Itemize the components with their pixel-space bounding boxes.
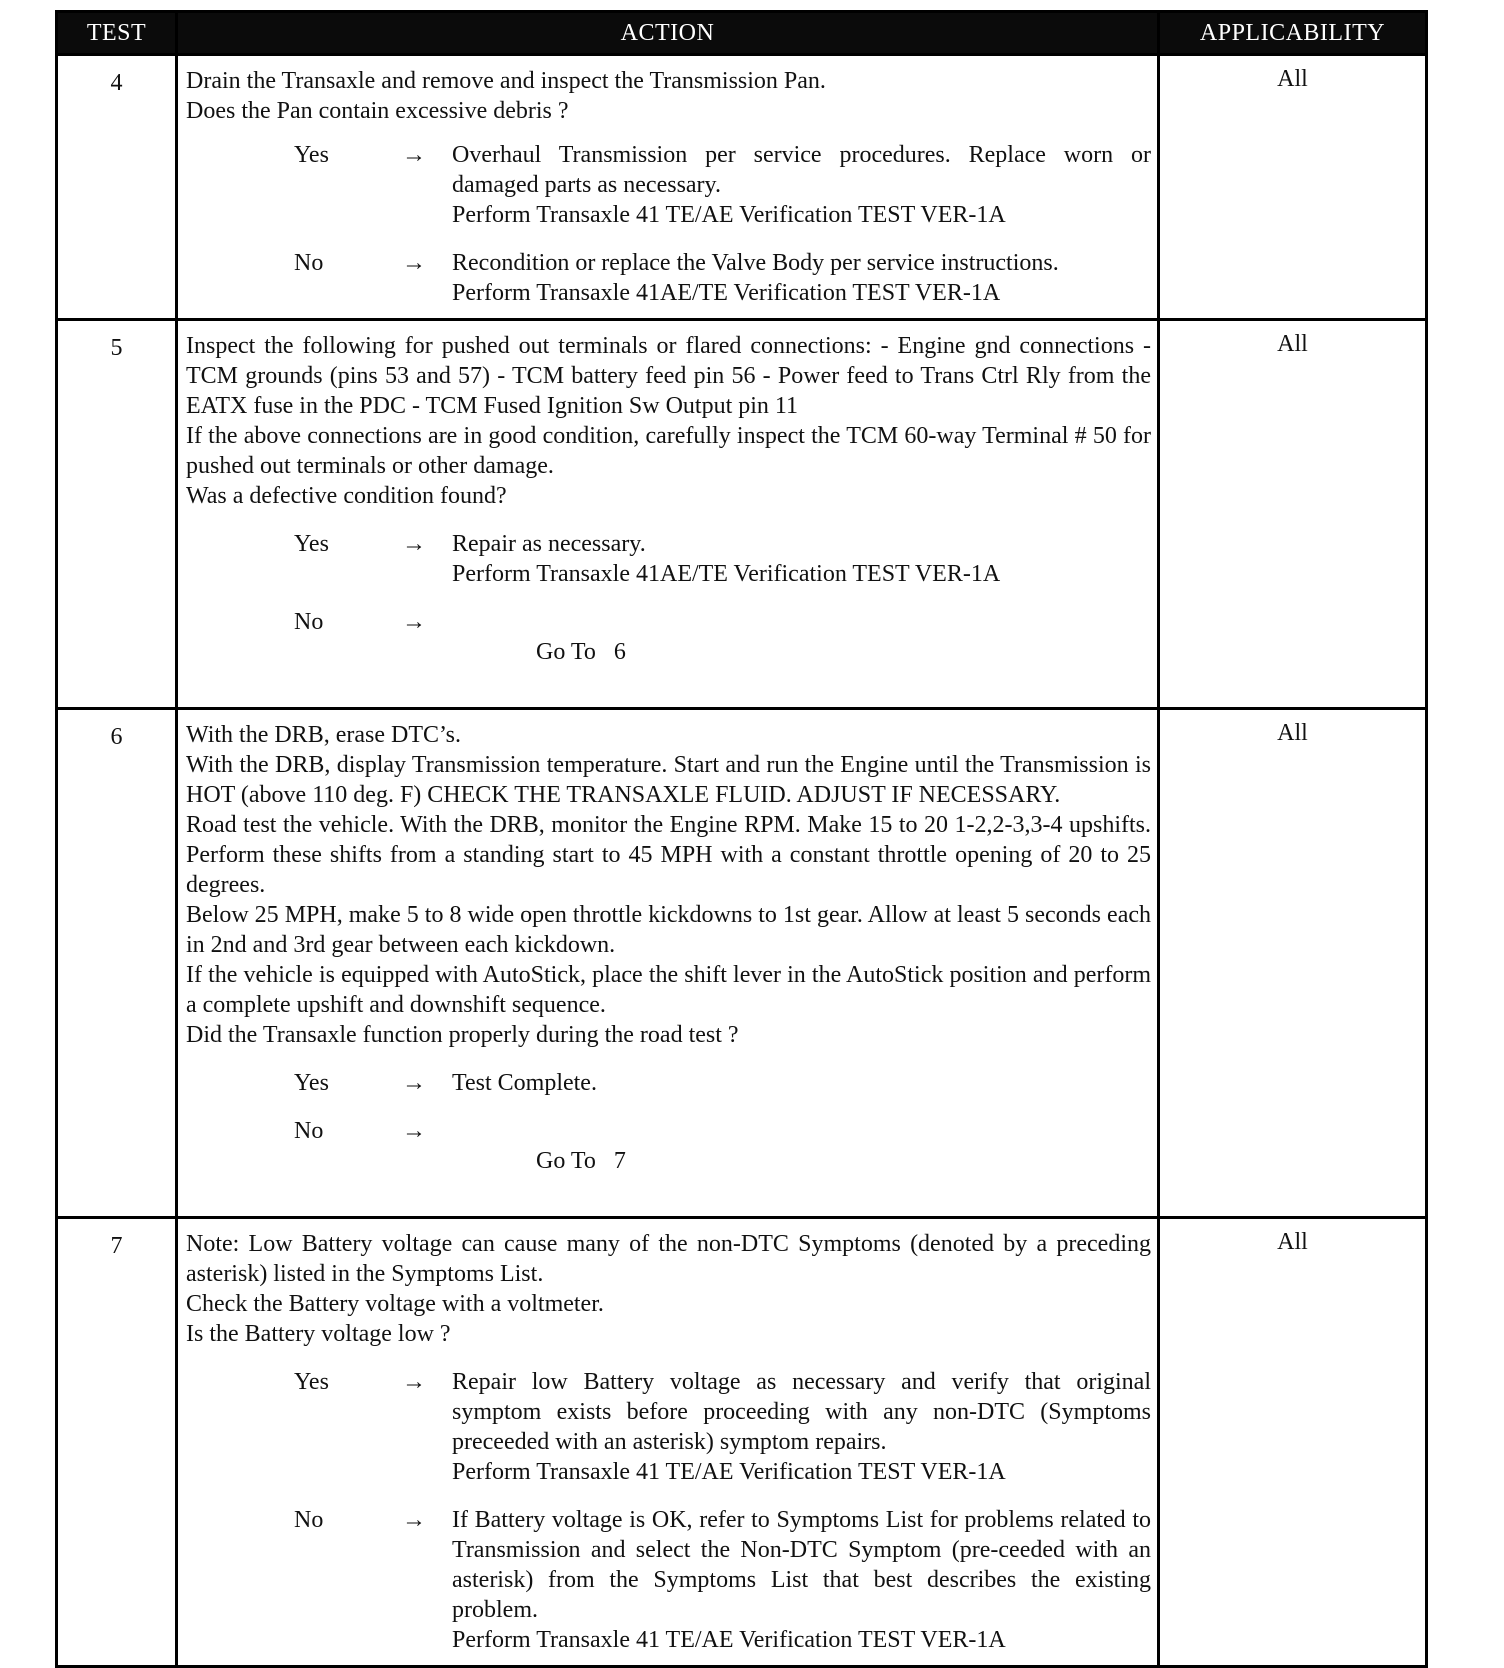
action-cell xyxy=(177,55,1159,320)
yes-label: Yes xyxy=(294,1070,329,1096)
header-row xyxy=(57,12,1427,55)
arrow-icon: → xyxy=(402,1118,426,1144)
table-header xyxy=(57,12,1427,55)
yes-branch xyxy=(186,140,1151,230)
yes-body xyxy=(452,1068,1151,1098)
diagnostic-page xyxy=(55,10,1425,1668)
applicability-value: All xyxy=(1159,1218,1427,1667)
no-label: No xyxy=(294,1118,324,1144)
test-number: 6 xyxy=(57,709,177,1218)
no-perform: Perform Transaxle 41 TE/AE Verification TEST VER-1A xyxy=(452,1627,1006,1653)
arrow-icon: → xyxy=(402,142,426,168)
no-label: No xyxy=(294,609,324,635)
test-number: 4 xyxy=(57,55,177,320)
applicability-value: All xyxy=(1159,709,1427,1218)
arrow-icon: → xyxy=(402,250,426,276)
header-applicability: APPLICABILITY xyxy=(1159,12,1427,55)
yes-text: Overhaul Transmission per service procedures. Replace worn or damaged parts as necessary. xyxy=(452,142,1151,198)
no-branch xyxy=(186,248,1151,308)
test-number: 5 xyxy=(57,320,177,709)
no-text: Recondition or replace the Valve Body per service instructions. xyxy=(452,250,1059,276)
yes-label: Yes xyxy=(294,1369,329,1395)
yes-perform: Perform Transaxle 41 TE/AE Verification TEST VER-1A xyxy=(452,202,1006,228)
arrow-icon: → xyxy=(402,1507,426,1533)
action-cell xyxy=(177,320,1159,709)
no-branch xyxy=(186,1116,1151,1206)
yes-label: Yes xyxy=(294,531,329,557)
table-row xyxy=(57,1218,1427,1667)
action-cell xyxy=(177,1218,1159,1667)
arrow-icon: → xyxy=(402,1070,426,1096)
header-action: ACTION xyxy=(177,12,1159,55)
no-branch xyxy=(186,1505,1151,1655)
yes-label: Yes xyxy=(294,142,329,168)
yes-branch xyxy=(186,1367,1151,1487)
question-text: Inspect the following for pushed out terminals or flared connections: - Engine gnd connections - TCM grounds (pins 53 and 57) - TCM battery feed pin 56 - Power feed to Trans Ctrl Rly from the EATX fuse in the PDC - TCM Fused Ignition Sw Output pin 11 If the above connections are in good condition, carefully inspect the TCM 60-way Terminal # 50 for pushed out terminals or other damage. Was a defective condition found? xyxy=(186,333,1151,509)
table-row xyxy=(57,709,1427,1218)
applicability-value: All xyxy=(1159,320,1427,709)
table-row xyxy=(57,55,1427,320)
yes-branch xyxy=(186,1068,1151,1098)
yes-perform: Perform Transaxle 41AE/TE Verification TEST VER-1A xyxy=(452,561,1001,587)
question-text: Drain the Transaxle and remove and inspect the Transmission Pan. Does the Pan contain excessive debris ? xyxy=(186,68,826,124)
no-label: No xyxy=(294,1507,324,1533)
yes-text: Repair as necessary. xyxy=(452,531,646,557)
yes-body xyxy=(452,140,1151,230)
yes-body xyxy=(452,1367,1151,1487)
yes-body xyxy=(452,529,1151,589)
yes-branch xyxy=(186,529,1151,589)
no-label: No xyxy=(294,250,324,276)
no-body xyxy=(452,607,1151,697)
no-text: If Battery voltage is OK, refer to Symptoms List for problems related to Transmission and select the Non-DTC Symptom (pre-ceeded with an asterisk) from the Symptoms List that best describes the existing problem. xyxy=(452,1507,1151,1623)
arrow-icon: → xyxy=(402,531,426,557)
no-text: Go To 7 xyxy=(536,1148,626,1174)
no-body xyxy=(452,248,1151,308)
no-text: Go To 6 xyxy=(536,639,626,665)
yes-text: Repair low Battery voltage as necessary and verify that original symptom exists before proceeding with any non-DTC (Symptoms preceeded with an asterisk) symptom repairs. xyxy=(452,1369,1151,1455)
applicability-value: All xyxy=(1159,55,1427,320)
arrow-icon: → xyxy=(402,1369,426,1395)
action-cell xyxy=(177,709,1159,1218)
no-perform: Perform Transaxle 41AE/TE Verification TEST VER-1A xyxy=(452,280,1001,306)
header-test: TEST xyxy=(57,12,177,55)
arrow-icon: → xyxy=(402,609,426,635)
question-text: Note: Low Battery voltage can cause many of the non-DTC Symptoms (denoted by a preceding asterisk) listed in the Symptoms List. Check the Battery voltage with a voltmeter. Is the Battery voltage low ? xyxy=(186,1231,1151,1347)
question-text: With the DRB, erase DTC’s. With the DRB, display Transmission temperature. Start and run the Engine until the Transmission is HOT (above 110 deg. F) CHECK THE TRANSAXLE FLUID. ADJUST IF NECESSARY. Road test the vehicle. With the DRB, monitor the Engine RPM. Make 15 to 20 1-2,2-3,3-4 upshifts. Perform these shifts from a standing start to 45 MPH with a constant throttle opening of 20 to 25 degrees. Below 25 MPH, make 5 to 8 wide open throttle kickdowns to 1st gear. Allow at least 5 seconds each in 2nd and 3rd gear between each kickdown. If the vehicle is equipped with AutoStick, place the shift lever in the AutoStick position and perform a complete upshift and downshift sequence. Did the Transaxle function properly during the road test ? xyxy=(186,722,1151,1048)
no-body xyxy=(452,1116,1151,1206)
yes-perform: Perform Transaxle 41 TE/AE Verification TEST VER-1A xyxy=(452,1459,1006,1485)
no-body xyxy=(452,1505,1151,1655)
test-number: 7 xyxy=(57,1218,177,1667)
table-row xyxy=(57,320,1427,709)
yes-text: Test Complete. xyxy=(452,1070,597,1096)
no-branch xyxy=(186,607,1151,697)
diagnostic-table xyxy=(55,10,1428,1668)
